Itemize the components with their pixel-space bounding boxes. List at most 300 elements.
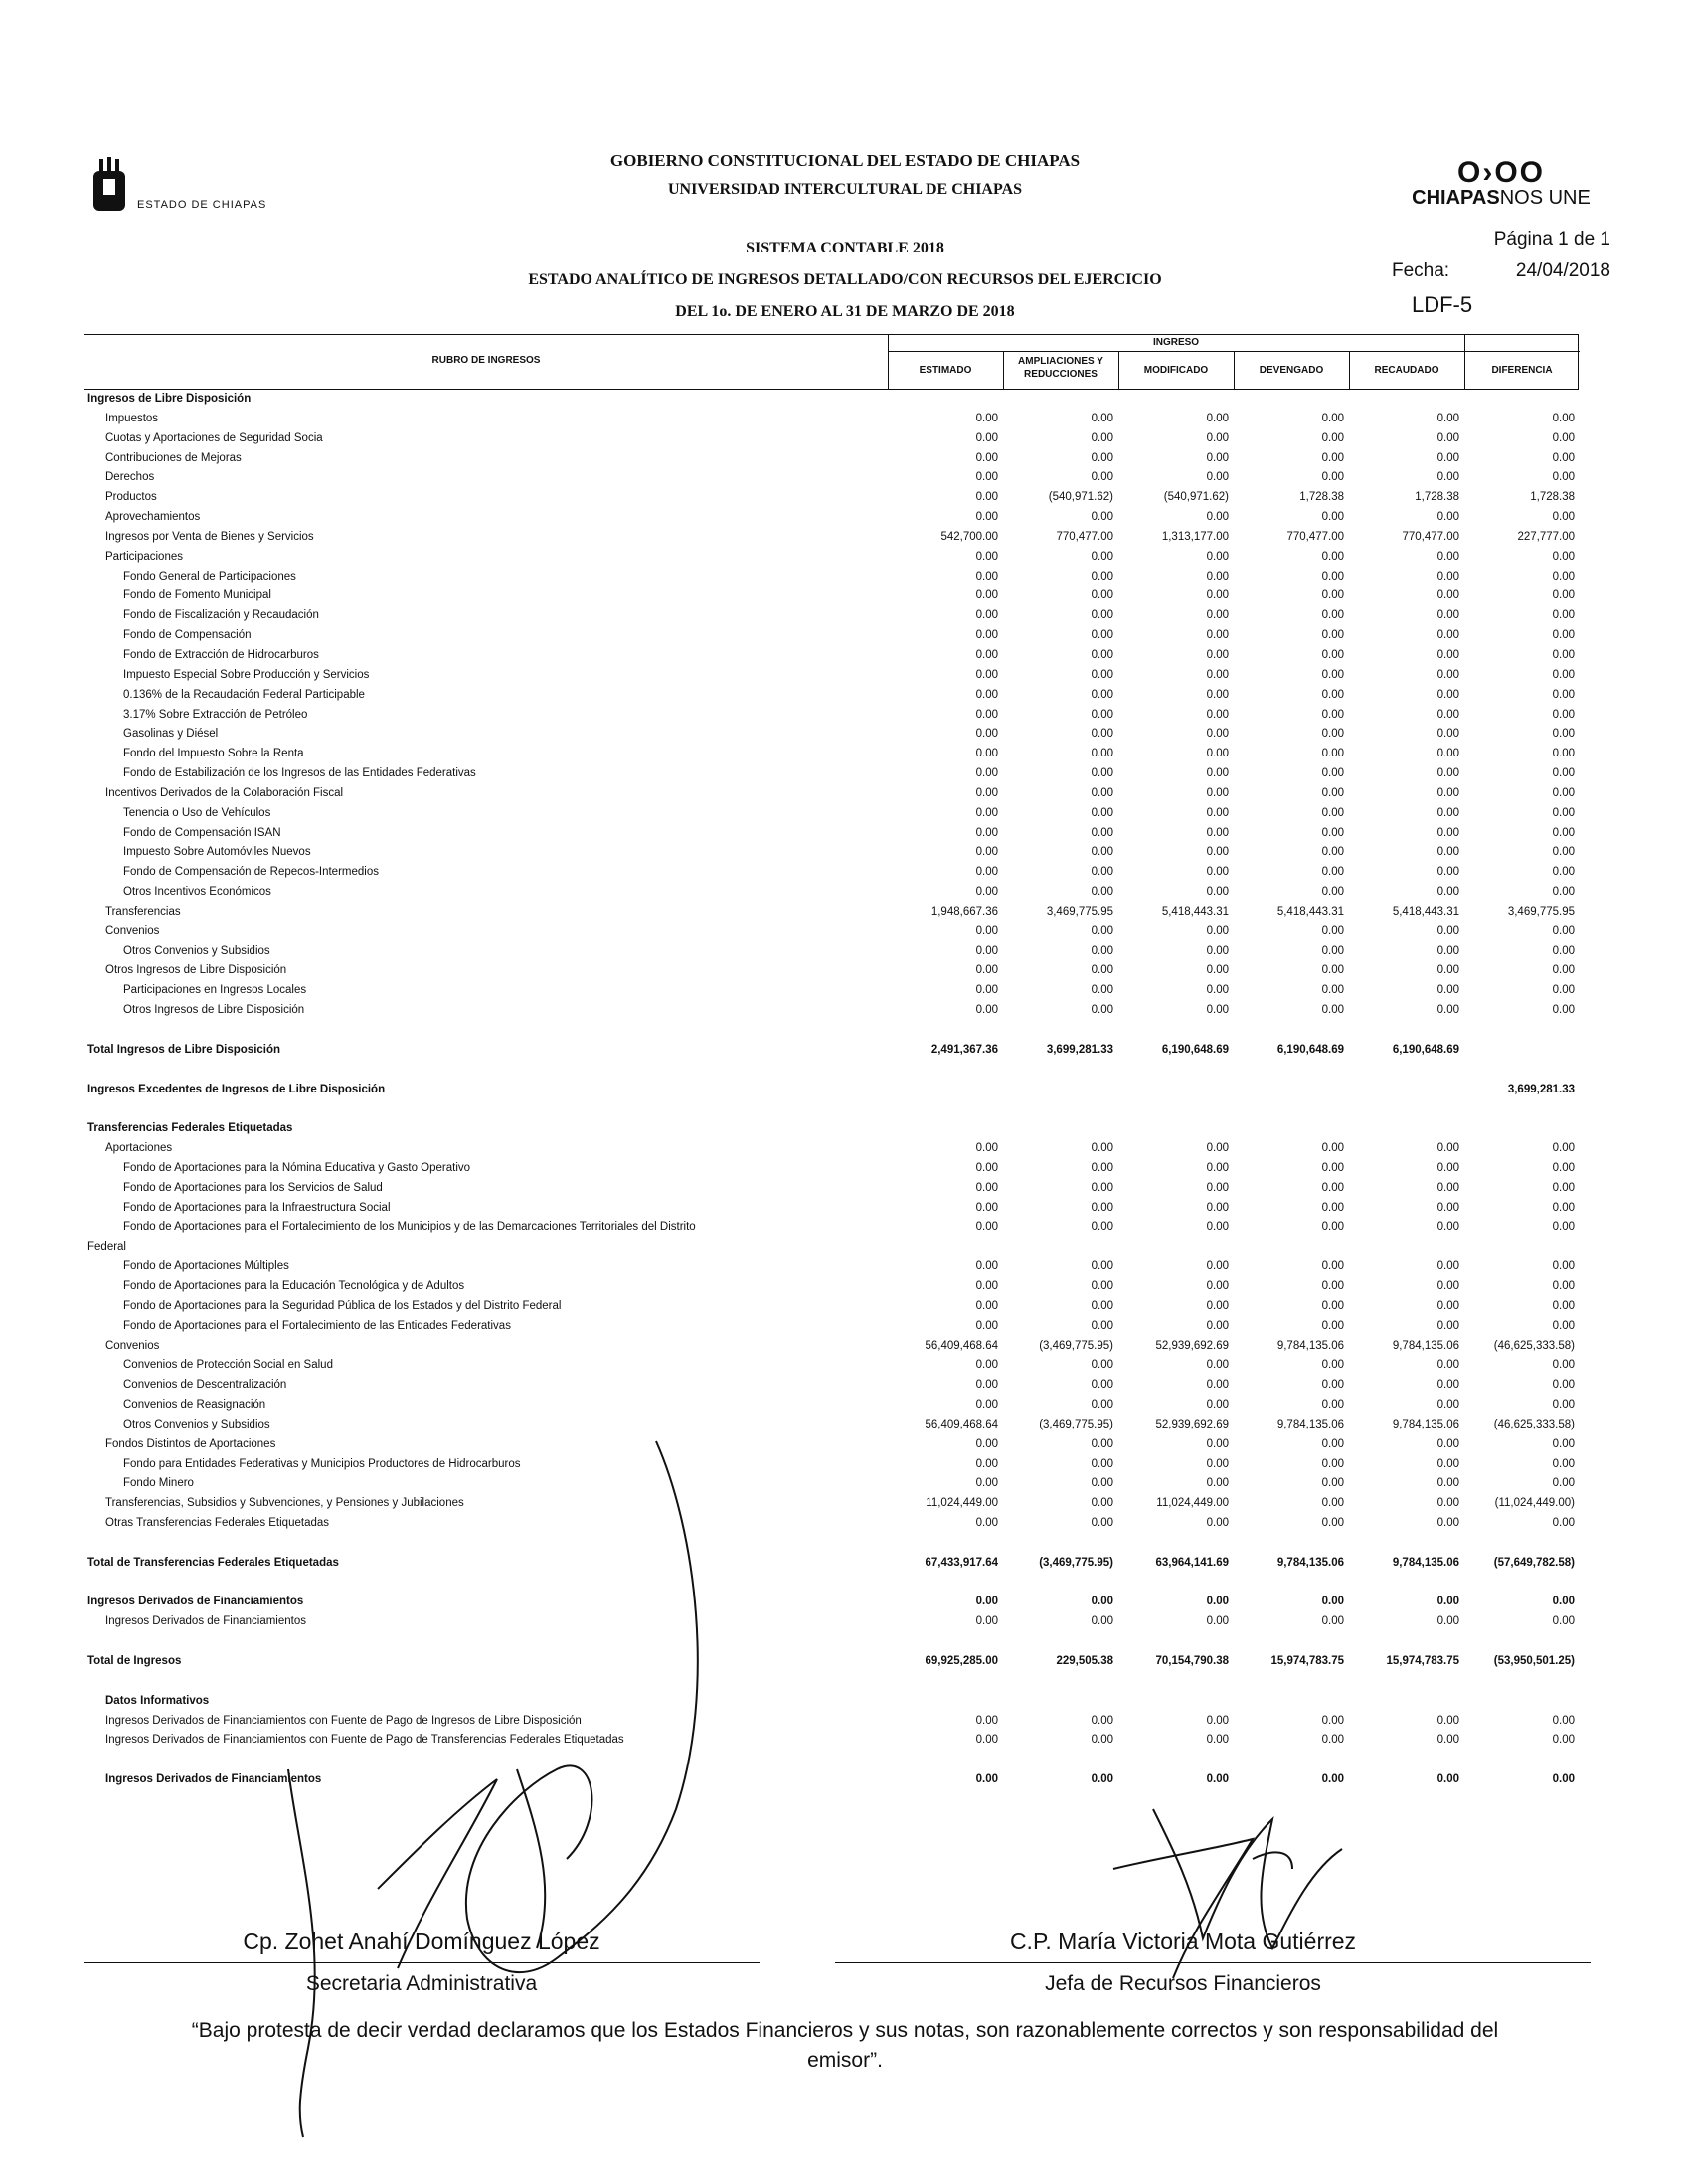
cell-ampliaciones: 0.00 (1091, 866, 1113, 879)
cell-ampliaciones: 229,505.38 (1056, 1655, 1113, 1667)
cell-diferencia: 0.00 (1552, 550, 1575, 563)
right-signature-line (835, 1962, 1591, 1963)
cell-diferencia: 0.00 (1552, 1142, 1575, 1155)
cell-diferencia: 0.00 (1552, 886, 1575, 899)
cell-devengado: 0.00 (1321, 1457, 1344, 1470)
cell-diferencia: 227,777.00 (1517, 530, 1575, 543)
cell-devengado: 0.00 (1321, 786, 1344, 799)
cell-recaudado: 0.00 (1436, 728, 1459, 741)
cell-diferencia: 1,728.38 (1530, 491, 1575, 504)
cell-recaudado: 0.00 (1436, 1004, 1459, 1017)
cell-ampliaciones: 0.00 (1091, 1161, 1113, 1174)
row-label: Ingresos Excedentes de Ingresos de Libre Disposición (87, 1083, 386, 1095)
table-row (84, 1159, 1579, 1179)
cell-ampliaciones: 0.00 (1091, 589, 1113, 602)
table-row (84, 923, 1579, 942)
cell-diferencia: 0.00 (1552, 1596, 1575, 1608)
table-row (84, 1474, 1579, 1494)
cell-estimado: 0.00 (975, 451, 998, 464)
cell-modificado: 0.00 (1206, 570, 1229, 583)
cell-recaudado: 0.00 (1436, 451, 1459, 464)
table-row (84, 587, 1579, 606)
cell-recaudado: 0.00 (1436, 629, 1459, 642)
table-row (84, 1514, 1579, 1534)
cell-modificado: 0.00 (1206, 688, 1229, 701)
table-row (84, 666, 1579, 686)
report-period: DEL 1o. DE ENERO AL 31 DE MARZO DE 2018 (675, 303, 1015, 320)
cell-ampliaciones: 3,699,281.33 (1046, 1043, 1113, 1056)
row-label: Gasolinas y Diésel (123, 728, 219, 741)
cell-ampliaciones: 0.00 (1091, 1517, 1113, 1530)
cell-estimado: 0.00 (975, 550, 998, 563)
row-label: Incentivos Derivados de la Colaboración Fiscal (105, 786, 344, 799)
cell-devengado: 5,418,443.31 (1276, 905, 1344, 918)
cell-devengado: 6,190,648.69 (1276, 1043, 1344, 1056)
cell-diferencia: 0.00 (1552, 609, 1575, 622)
table-row (84, 1396, 1579, 1416)
col-ampliaciones: AMPLIACIONES Y REDUCCIONES (1018, 356, 1103, 380)
cell-diferencia: 0.00 (1552, 1773, 1575, 1786)
row-label: Total Ingresos de Libre Disposición (87, 1043, 281, 1056)
cell-devengado: 0.00 (1321, 629, 1344, 642)
cell-diferencia: 0.00 (1552, 748, 1575, 760)
cell-estimado: 0.00 (975, 1359, 998, 1372)
report-title: ESTADO ANALÍTICO DE INGRESOS DETALLADO/CON RECURSOS DEL EJERCICIO (528, 271, 1162, 288)
spacer-row (84, 1021, 1579, 1041)
cell-ampliaciones: 0.00 (1091, 511, 1113, 524)
table-row (84, 981, 1579, 1001)
table-row (84, 1238, 1579, 1258)
spacer-row (84, 1534, 1579, 1554)
cell-recaudado: 0.00 (1436, 964, 1459, 977)
cell-recaudado: 0.00 (1436, 708, 1459, 721)
cell-modificado: 0.00 (1206, 708, 1229, 721)
table-row (84, 1119, 1579, 1139)
cell-estimado: 0.00 (975, 984, 998, 997)
row-label: Convenios de Descentralización (123, 1379, 287, 1392)
cell-diferencia: 0.00 (1552, 1359, 1575, 1372)
cell-estimado: 0.00 (975, 471, 998, 484)
cell-modificado: 0.00 (1206, 786, 1229, 799)
table-row (84, 764, 1579, 784)
cell-recaudado: 0.00 (1436, 944, 1459, 957)
table-row (84, 1139, 1579, 1159)
row-label: Impuesto Sobre Automóviles Nuevos (123, 846, 311, 859)
cell-modificado: 0.00 (1206, 728, 1229, 741)
cell-diferencia: 0.00 (1552, 648, 1575, 661)
cell-diferencia: (53,950,501.25) (1493, 1655, 1575, 1667)
cell-diferencia: 0.00 (1552, 944, 1575, 957)
cell-estimado: 0.00 (975, 1457, 998, 1470)
cell-diferencia: (11,024,449.00) (1494, 1497, 1575, 1510)
cell-estimado: 0.00 (975, 1437, 998, 1450)
cell-modificado: 0.00 (1206, 826, 1229, 839)
cell-devengado: 0.00 (1321, 688, 1344, 701)
row-label: Ingresos Derivados de Financiamientos con Fuente de Pago de Ingresos de Libre Disposición (105, 1714, 582, 1727)
cell-devengado: 0.00 (1321, 984, 1344, 997)
table-row (84, 528, 1579, 548)
brand-bold-text: CHIAPAS (1412, 187, 1500, 209)
cell-modificado: 0.00 (1206, 471, 1229, 484)
state-logo-text: ESTADO DE CHIAPAS (137, 199, 267, 211)
cell-recaudado: 0.00 (1436, 786, 1459, 799)
cell-diferencia: 0.00 (1552, 1319, 1575, 1332)
cell-recaudado: 0.00 (1436, 589, 1459, 602)
cell-modificado: 0.00 (1206, 748, 1229, 760)
row-label: 0.136% de la Recaudación Federal Participable (123, 688, 365, 701)
cell-recaudado: 0.00 (1436, 1201, 1459, 1214)
brand-text: NOS UNE (1499, 187, 1591, 209)
table-row (84, 843, 1579, 863)
cell-ampliaciones: 0.00 (1091, 1181, 1113, 1194)
table-row (84, 1455, 1579, 1475)
cell-estimado: 0.00 (975, 1379, 998, 1392)
col-rubro: RUBRO DE INGRESOS (431, 355, 541, 366)
cell-estimado: 0.00 (975, 511, 998, 524)
cell-modificado: 0.00 (1206, 511, 1229, 524)
cell-estimado: 0.00 (975, 1201, 998, 1214)
cell-estimado: 0.00 (975, 708, 998, 721)
table-row (84, 1494, 1579, 1514)
cell-ampliaciones: 0.00 (1091, 471, 1113, 484)
table-row (84, 606, 1579, 626)
row-label: 3.17% Sobre Extracción de Petróleo (123, 708, 308, 721)
cell-diferencia: 0.00 (1552, 1221, 1575, 1234)
cell-devengado: 0.00 (1321, 1299, 1344, 1312)
cell-diferencia: 0.00 (1552, 846, 1575, 859)
row-label: Fondo de Aportaciones para la Infraestructura Social (123, 1201, 391, 1214)
cell-diferencia: 3,699,281.33 (1507, 1083, 1575, 1095)
cell-devengado: 0.00 (1321, 589, 1344, 602)
row-label: Aprovechamientos (105, 511, 201, 524)
table-row (84, 1297, 1579, 1317)
cell-estimado: 0.00 (975, 648, 998, 661)
cell-diferencia: 0.00 (1552, 431, 1575, 444)
cell-diferencia: 0.00 (1552, 1457, 1575, 1470)
cell-estimado: 0.00 (975, 1399, 998, 1412)
cell-estimado: 0.00 (975, 1596, 998, 1608)
cell-recaudado: 0.00 (1436, 1615, 1459, 1628)
cell-recaudado: 9,784,135.06 (1392, 1556, 1459, 1569)
cell-devengado: 0.00 (1321, 1004, 1344, 1017)
cell-ampliaciones: 0.00 (1091, 550, 1113, 563)
table-row (84, 1612, 1579, 1632)
row-label: Otros Incentivos Económicos (123, 886, 271, 899)
cell-devengado: 0.00 (1321, 1142, 1344, 1155)
table-row (84, 1770, 1579, 1790)
cell-ampliaciones: 0.00 (1091, 1201, 1113, 1214)
table-row (84, 863, 1579, 883)
table-row (84, 1337, 1579, 1357)
row-label: Ingresos de Libre Disposición (87, 393, 252, 405)
cell-devengado: 9,784,135.06 (1276, 1418, 1344, 1430)
cell-recaudado: 0.00 (1436, 471, 1459, 484)
cell-estimado: 0.00 (975, 1319, 998, 1332)
cell-modificado: 1,313,177.00 (1161, 530, 1229, 543)
cell-recaudado: 0.00 (1436, 1319, 1459, 1332)
cell-recaudado: 0.00 (1436, 648, 1459, 661)
cell-ampliaciones: 0.00 (1091, 688, 1113, 701)
table-row (84, 883, 1579, 903)
table-row (84, 1277, 1579, 1297)
cell-recaudado: 0.00 (1436, 550, 1459, 563)
cell-recaudado: 0.00 (1436, 1734, 1459, 1747)
cell-recaudado: 9,784,135.06 (1392, 1418, 1459, 1430)
spacer-row (84, 1632, 1579, 1652)
cell-devengado: 0.00 (1321, 924, 1344, 937)
cell-devengado: 0.00 (1321, 1399, 1344, 1412)
cell-devengado: 0.00 (1321, 550, 1344, 563)
page-number: Página 1 de 1 (1493, 229, 1610, 250)
cell-modificado: 0.00 (1206, 451, 1229, 464)
row-label: Otros Ingresos de Libre Disposición (105, 964, 287, 977)
cell-ampliaciones: 0.00 (1091, 648, 1113, 661)
cell-estimado: 0.00 (975, 886, 998, 899)
row-label: Otros Convenios y Subsidios (123, 1418, 270, 1430)
cell-modificado: 0.00 (1206, 866, 1229, 879)
row-label: Ingresos Derivados de Financiamientos con Fuente de Pago de Transferencias Federales Etiquetadas (105, 1734, 624, 1747)
cell-recaudado: 0.00 (1436, 511, 1459, 524)
cell-estimado: 0.00 (975, 412, 998, 424)
row-label: Impuestos (105, 412, 159, 424)
table-row (84, 449, 1579, 469)
cell-estimado: 0.00 (975, 1299, 998, 1312)
row-label: Fondo de Aportaciones para el Fortalecimiento de los Municipios y de las Demarcaciones Territoriales del Distrito (123, 1221, 696, 1234)
cell-estimado: 0.00 (975, 786, 998, 799)
cell-devengado: 0.00 (1321, 570, 1344, 583)
left-signature-line (84, 1962, 760, 1963)
cell-estimado: 0.00 (975, 1142, 998, 1155)
row-label: Impuesto Especial Sobre Producción y Servicios (123, 668, 370, 681)
spacer-row (84, 1099, 1579, 1119)
cell-estimado: 2,491,367.36 (930, 1043, 998, 1056)
cell-estimado: 67,433,917.64 (925, 1556, 998, 1569)
cell-estimado: 0.00 (975, 728, 998, 741)
cell-modificado: 0.00 (1206, 1181, 1229, 1194)
cell-ampliaciones: 0.00 (1091, 1734, 1113, 1747)
cell-devengado: 0.00 (1321, 1181, 1344, 1194)
cell-ampliaciones: 0.00 (1091, 1773, 1113, 1786)
cell-diferencia: 0.00 (1552, 668, 1575, 681)
cell-estimado: 0.00 (975, 1773, 998, 1786)
cell-ampliaciones: 0.00 (1091, 1319, 1113, 1332)
cell-modificado: 0.00 (1206, 1201, 1229, 1214)
cell-estimado: 0.00 (975, 748, 998, 760)
cell-recaudado: 0.00 (1436, 570, 1459, 583)
cell-recaudado: 0.00 (1436, 1221, 1459, 1234)
cell-diferencia: 0.00 (1552, 451, 1575, 464)
cell-estimado: 0.00 (975, 866, 998, 879)
university-title: UNIVERSIDAD INTERCULTURAL DE CHIAPAS (667, 181, 1023, 198)
date-value: 24/04/2018 (1515, 260, 1610, 281)
cell-recaudado: 0.00 (1436, 688, 1459, 701)
cell-devengado: 0.00 (1321, 471, 1344, 484)
cell-estimado: 0.00 (975, 1279, 998, 1292)
row-label: Derechos (105, 471, 155, 484)
cell-recaudado: 770,477.00 (1402, 530, 1459, 543)
cell-devengado: 0.00 (1321, 886, 1344, 899)
row-label: Fondo de Aportaciones Múltiples (123, 1260, 289, 1273)
table-row (84, 548, 1579, 568)
cell-devengado: 0.00 (1321, 1201, 1344, 1214)
cell-diferencia: (46,625,333.58) (1493, 1418, 1575, 1430)
cell-recaudado: 0.00 (1436, 431, 1459, 444)
row-label: Fondo de Aportaciones para la Educación Tecnológica y de Adultos (123, 1279, 465, 1292)
cell-modificado: 0.00 (1206, 648, 1229, 661)
cell-ampliaciones: 0.00 (1091, 1437, 1113, 1450)
row-label: Datos Informativos (105, 1694, 210, 1707)
page-info (1392, 229, 1610, 324)
row-label: Total de Transferencias Federales Etiquetadas (87, 1556, 339, 1569)
row-label: Fondo de Compensación de Repecos-Intermedios (123, 866, 379, 879)
cell-ampliaciones: 0.00 (1091, 1497, 1113, 1510)
cell-diferencia: 0.00 (1552, 1201, 1575, 1214)
cell-modificado: 0.00 (1206, 609, 1229, 622)
table-row (84, 1712, 1579, 1732)
cell-diferencia: 0.00 (1552, 688, 1575, 701)
cell-diferencia: 0.00 (1552, 1615, 1575, 1628)
cell-ampliaciones: 0.00 (1091, 786, 1113, 799)
cell-diferencia: 0.00 (1552, 1734, 1575, 1747)
cell-modificado: 70,154,790.38 (1155, 1655, 1229, 1667)
cell-estimado: 0.00 (975, 609, 998, 622)
spacer-row (84, 1751, 1579, 1770)
table-row (84, 1692, 1579, 1712)
row-label: Federal (87, 1241, 126, 1254)
cell-devengado: 0.00 (1321, 1596, 1344, 1608)
cell-ampliaciones: 0.00 (1091, 806, 1113, 819)
cell-modificado: 0.00 (1206, 589, 1229, 602)
row-label: Fondo de Fomento Municipal (123, 589, 271, 602)
cell-recaudado: 0.00 (1436, 412, 1459, 424)
cell-recaudado: 0.00 (1436, 609, 1459, 622)
cell-estimado: 0.00 (975, 1734, 998, 1747)
table-row (84, 804, 1579, 824)
row-label: Transferencias Federales Etiquetadas (87, 1122, 293, 1135)
income-table (84, 334, 1579, 1790)
cell-recaudado: 0.00 (1436, 1773, 1459, 1786)
table-row (84, 784, 1579, 804)
table-row (84, 568, 1579, 588)
col-group-ingreso: INGRESO (1152, 337, 1200, 348)
cell-devengado: 0.00 (1321, 431, 1344, 444)
cell-modificado: 0.00 (1206, 1221, 1229, 1234)
cell-ampliaciones: 0.00 (1091, 451, 1113, 464)
cell-modificado: 0.00 (1206, 767, 1229, 780)
cell-recaudado: 0.00 (1436, 1399, 1459, 1412)
cell-ampliaciones: 0.00 (1091, 826, 1113, 839)
cell-diferencia: 0.00 (1552, 629, 1575, 642)
cell-devengado: 0.00 (1321, 748, 1344, 760)
cell-recaudado: 0.00 (1436, 1517, 1459, 1530)
brand-mark: O›OO (1457, 156, 1545, 189)
cell-devengado: 0.00 (1321, 1437, 1344, 1450)
cell-devengado: 0.00 (1321, 944, 1344, 957)
cell-diferencia: (57,649,782.58) (1493, 1556, 1575, 1569)
table-row (84, 646, 1579, 666)
cell-modificado: 63,964,141.69 (1155, 1556, 1229, 1569)
cell-estimado: 0.00 (975, 1477, 998, 1490)
cell-devengado: 0.00 (1321, 609, 1344, 622)
cell-estimado: 0.00 (975, 570, 998, 583)
cell-devengado: 0.00 (1321, 1359, 1344, 1372)
cell-ampliaciones: 0.00 (1091, 708, 1113, 721)
cell-devengado: 9,784,135.06 (1276, 1556, 1344, 1569)
table-row (84, 1376, 1579, 1396)
cell-estimado: 0.00 (975, 964, 998, 977)
cell-estimado: 0.00 (975, 1714, 998, 1727)
state-coat-of-arms-logo (91, 157, 127, 213)
system-title: SISTEMA CONTABLE 2018 (746, 240, 944, 256)
cell-diferencia: 0.00 (1552, 786, 1575, 799)
cell-estimado: 0.00 (975, 1615, 998, 1628)
cell-ampliaciones: 0.00 (1091, 1379, 1113, 1392)
row-label: Fondo de Fiscalización y Recaudación (123, 609, 319, 622)
cell-diferencia: 0.00 (1552, 1714, 1575, 1727)
cell-modificado: 0.00 (1206, 1279, 1229, 1292)
table-row (84, 488, 1579, 508)
row-label: Participaciones (105, 550, 183, 563)
cell-recaudado: 0.00 (1436, 1260, 1459, 1273)
cell-ampliaciones: 0.00 (1091, 984, 1113, 997)
cell-modificado: 0.00 (1206, 1477, 1229, 1490)
cell-ampliaciones: 0.00 (1091, 609, 1113, 622)
cell-estimado: 0.00 (975, 1181, 998, 1194)
row-label: Fondo General de Participaciones (123, 570, 296, 583)
cell-diferencia: 0.00 (1552, 728, 1575, 741)
cell-modificado: 0.00 (1206, 1437, 1229, 1450)
cell-diferencia: 0.00 (1552, 708, 1575, 721)
cell-diferencia: 0.00 (1552, 1517, 1575, 1530)
cell-modificado: 0.00 (1206, 1457, 1229, 1470)
cell-recaudado: 0.00 (1436, 866, 1459, 879)
cell-modificado: 52,939,692.69 (1155, 1339, 1229, 1352)
cell-modificado: 0.00 (1206, 550, 1229, 563)
cell-ampliaciones: 0.00 (1091, 1221, 1113, 1234)
cell-modificado: 0.00 (1206, 1260, 1229, 1273)
cell-modificado: (540,971.62) (1163, 491, 1229, 504)
row-label: Convenios de Protección Social en Salud (123, 1359, 333, 1372)
cell-devengado: 0.00 (1321, 1734, 1344, 1747)
cell-ampliaciones: 0.00 (1091, 1399, 1113, 1412)
row-label: Contribuciones de Mejoras (105, 451, 242, 464)
cell-estimado: 0.00 (975, 1517, 998, 1530)
cell-devengado: 0.00 (1321, 1279, 1344, 1292)
cell-estimado: 0.00 (975, 589, 998, 602)
cell-estimado: 0.00 (975, 924, 998, 937)
cell-modificado: 0.00 (1206, 1379, 1229, 1392)
cell-devengado: 0.00 (1321, 1379, 1344, 1392)
row-label: Convenios (105, 924, 160, 937)
cell-recaudado: 0.00 (1436, 1379, 1459, 1392)
cell-diferencia: 0.00 (1552, 1299, 1575, 1312)
cell-diferencia: 0.00 (1552, 412, 1575, 424)
cell-modificado: 0.00 (1206, 1299, 1229, 1312)
cell-recaudado: 5,418,443.31 (1392, 905, 1459, 918)
table-row (84, 1199, 1579, 1219)
cell-modificado: 0.00 (1206, 806, 1229, 819)
row-label: Fondo de Extracción de Hidrocarburos (123, 648, 319, 661)
cell-ampliaciones: 0.00 (1091, 1299, 1113, 1312)
cell-devengado: 0.00 (1321, 648, 1344, 661)
cell-ampliaciones: 3,469,775.95 (1046, 905, 1113, 918)
cell-devengado: 0.00 (1321, 1517, 1344, 1530)
cell-ampliaciones: 0.00 (1091, 1004, 1113, 1017)
cell-diferencia: 0.00 (1552, 1379, 1575, 1392)
cell-ampliaciones: 0.00 (1091, 924, 1113, 937)
row-label: Fondo de Aportaciones para el Fortalecimiento de las Entidades Federativas (123, 1319, 511, 1332)
cell-estimado: 0.00 (975, 1221, 998, 1234)
